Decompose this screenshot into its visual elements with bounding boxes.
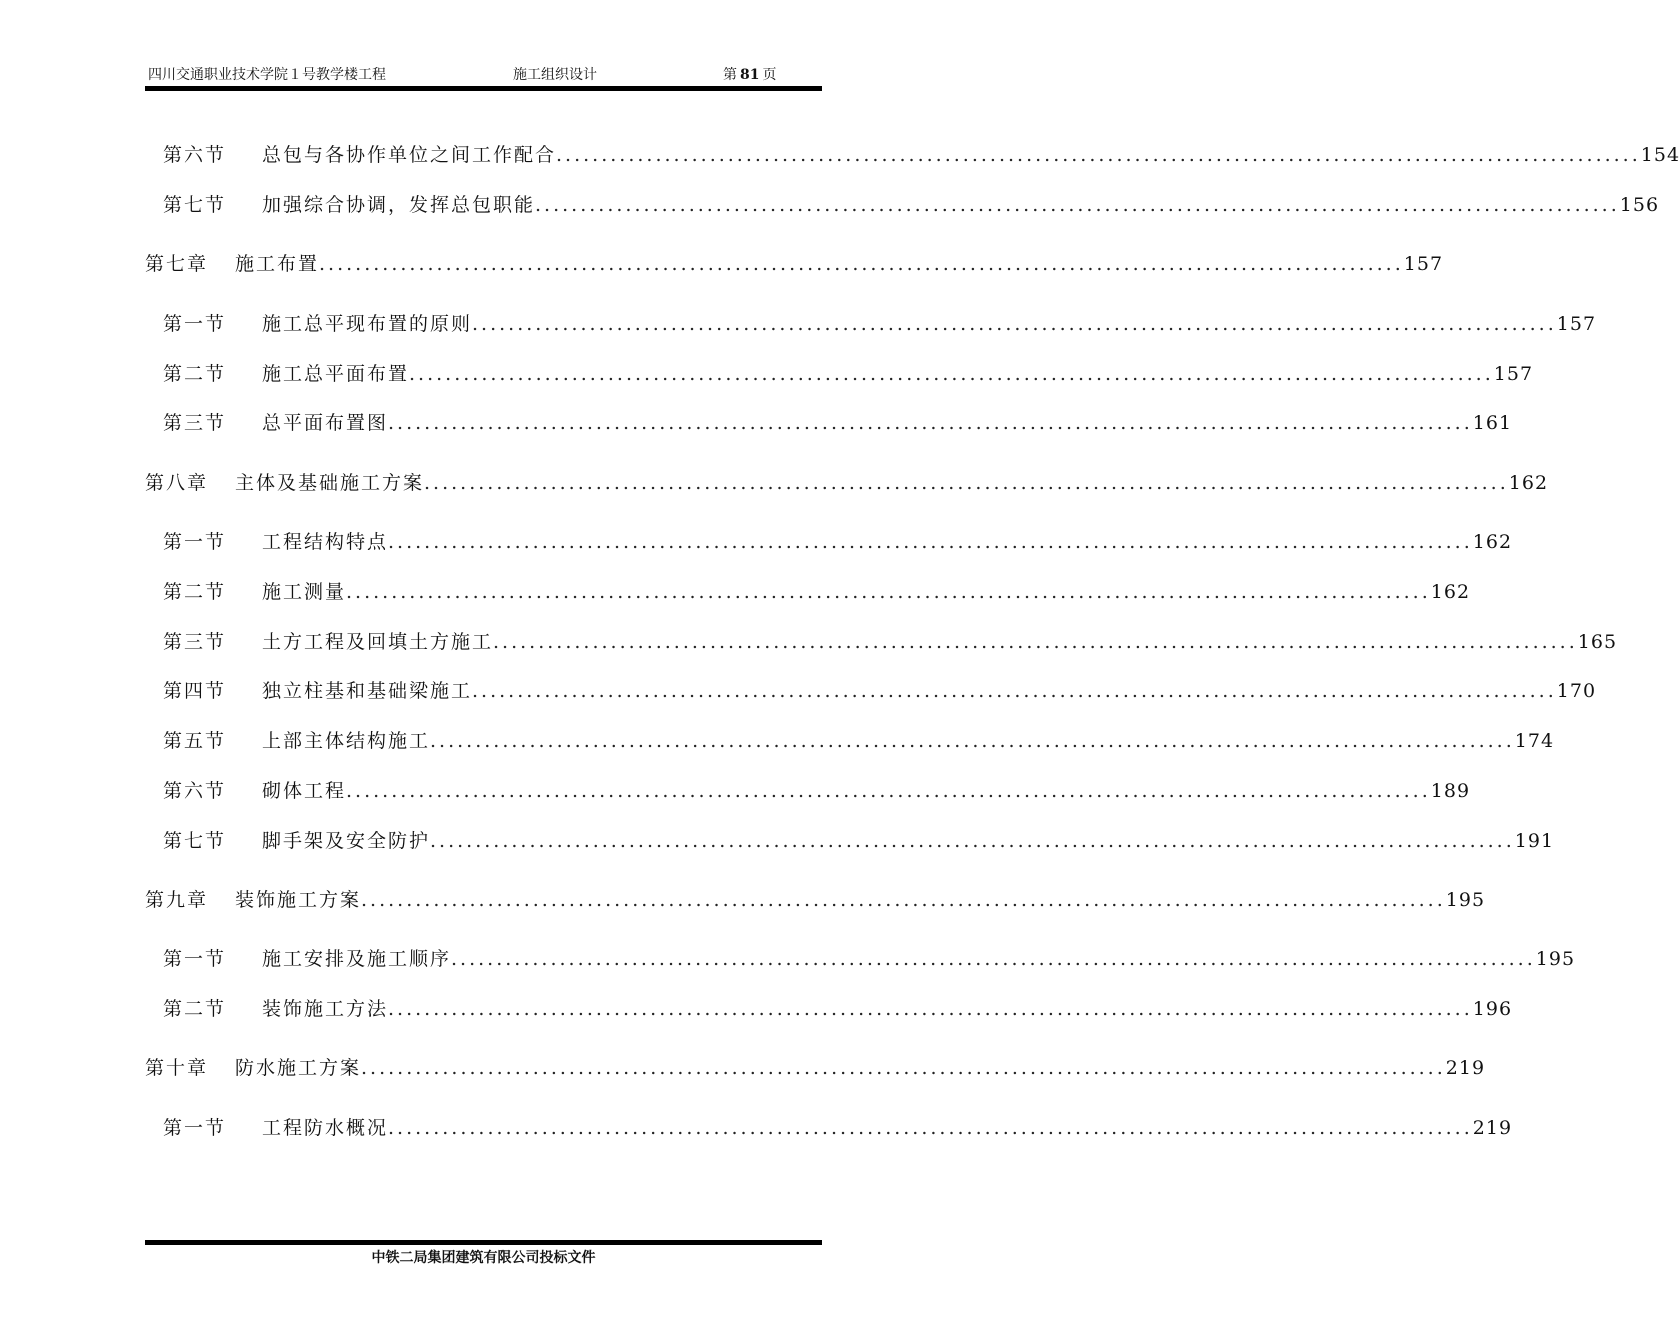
toc-dot-leader: ........................................................................................................................ <box>556 144 1641 166</box>
toc-entry[interactable] <box>163 944 1576 971</box>
toc-entry[interactable] <box>163 826 1555 853</box>
footer-rule <box>145 1240 822 1245</box>
toc-dot-leader: ........................................................................................................................ <box>409 363 1494 385</box>
toc-entry-label: 第一节 <box>163 313 227 335</box>
toc-entry-page-number: 219 <box>1445 1057 1486 1079</box>
toc-entry-page-number: 196 <box>1472 998 1513 1020</box>
toc-dot-leader: ........................................................................................................................ <box>388 531 1473 553</box>
toc-entry-title: 总包与各协作单位之间工作配合 <box>262 144 557 166</box>
toc-entry-title: 工程结构特点 <box>262 531 389 553</box>
toc-entry-label: 第三节 <box>163 631 227 653</box>
toc-dot-leader: ........................................................................................................................ <box>346 780 1431 802</box>
toc-entry-label: 第一节 <box>163 1117 227 1139</box>
toc-entry-page-number: 162 <box>1472 531 1513 553</box>
toc-entry-title: 工程防水概况 <box>262 1117 389 1139</box>
toc-entry[interactable] <box>163 726 1555 753</box>
toc-entry-page-number: 191 <box>1514 830 1555 852</box>
toc-dot-leader: ........................................................................................................................ <box>535 194 1620 216</box>
toc-dot-leader: ........................................................................................................................ <box>472 680 1557 702</box>
toc-entry-title: 装饰施工方案 <box>235 889 362 911</box>
toc-entry-label: 第七章 <box>145 253 209 275</box>
toc-entry[interactable] <box>145 1053 1486 1080</box>
toc-entry-page-number: 189 <box>1430 780 1471 802</box>
header-page-prefix: 第 <box>723 67 737 83</box>
toc-dot-leader: ........................................................................................................................ <box>319 253 1404 275</box>
toc-entry-label: 第六节 <box>163 144 227 166</box>
toc-dot-leader: ........................................................................................................................ <box>493 631 1578 653</box>
toc-entry[interactable] <box>145 468 1549 495</box>
toc-entry-label: 第二节 <box>163 581 227 603</box>
toc-entry-page-number: 170 <box>1556 680 1597 702</box>
toc-entry-page-number: 161 <box>1472 412 1513 434</box>
toc-entry-page-number: 162 <box>1430 581 1471 603</box>
toc-entry-label: 第七节 <box>163 830 227 852</box>
toc-entry-page-number: 154 <box>1640 144 1680 166</box>
toc-entry[interactable] <box>163 994 1513 1021</box>
toc-entry-page-number: 157 <box>1403 253 1444 275</box>
toc-entry-label: 第一节 <box>163 948 227 970</box>
toc-entry-title: 砌体工程 <box>262 780 347 802</box>
toc-entry-title: 施工总平面布置 <box>262 363 410 385</box>
toc-entry[interactable] <box>145 885 1486 912</box>
toc-dot-leader: ........................................................................................................................ <box>430 730 1515 752</box>
toc-entry-title: 装饰施工方法 <box>262 998 389 1020</box>
toc-entry[interactable] <box>163 190 1660 217</box>
toc-dot-leader: ........................................................................................................................ <box>424 472 1509 494</box>
toc-entry-label: 第一节 <box>163 531 227 553</box>
toc-entry-label: 第八章 <box>145 472 209 494</box>
toc-entry[interactable] <box>163 577 1471 604</box>
toc-entry-title: 独立柱基和基础梁施工 <box>262 680 473 702</box>
toc-entry-title: 施工测量 <box>262 581 347 603</box>
toc-entry-title: 主体及基础施工方案 <box>235 472 425 494</box>
header-page-suffix: 页 <box>762 67 777 83</box>
toc-entry-title: 施工安排及施工顺序 <box>262 948 452 970</box>
page-header <box>145 64 822 86</box>
toc-entry-page-number: 157 <box>1493 363 1534 385</box>
toc-entry-label: 第七节 <box>163 194 227 216</box>
toc-entry-page-number: 165 <box>1577 631 1618 653</box>
toc-entry-title: 土方工程及回填土方施工 <box>262 631 494 653</box>
toc-dot-leader: ........................................................................................................................ <box>388 998 1473 1020</box>
toc-entry-label: 第九章 <box>145 889 209 911</box>
header-page-number: 81 <box>740 67 760 83</box>
toc-dot-leader: ........................................................................................................................ <box>472 313 1557 335</box>
toc-entry-title: 脚手架及安全防护 <box>262 830 431 852</box>
header-rule <box>145 86 822 91</box>
toc-entry-title: 加强综合协调，发挥总包职能 <box>262 194 536 216</box>
toc-entry-page-number: 219 <box>1472 1117 1513 1139</box>
toc-entry-page-number: 195 <box>1445 889 1486 911</box>
toc-dot-leader: ........................................................................................................................ <box>451 948 1536 970</box>
toc-entry-title: 施工总平现布置的原则 <box>262 313 473 335</box>
toc-entry-label: 第二节 <box>163 363 227 385</box>
toc-entry-title: 总平面布置图 <box>262 412 389 434</box>
toc-entry-label: 第五节 <box>163 730 227 752</box>
toc-entry-title: 防水施工方案 <box>235 1057 362 1079</box>
toc-entry-page-number: 162 <box>1508 472 1549 494</box>
toc-dot-leader: ........................................................................................................................ <box>388 412 1473 434</box>
toc-dot-leader: ........................................................................................................................ <box>346 581 1431 603</box>
toc-entry-label: 第十章 <box>145 1057 209 1079</box>
toc-entry-label: 第四节 <box>163 680 227 702</box>
toc-entry[interactable] <box>163 776 1471 803</box>
header-project-title: 四川交通职业技术学院１号教学楼工程 <box>148 67 386 83</box>
toc-entry-label: 第二节 <box>163 998 227 1020</box>
toc-dot-leader: ........................................................................................................................ <box>361 1057 1446 1079</box>
toc-entry-label: 第三节 <box>163 412 227 434</box>
toc-dot-leader: ........................................................................................................................ <box>430 830 1515 852</box>
toc-entry[interactable] <box>163 359 1534 386</box>
toc-entry[interactable] <box>163 676 1597 703</box>
toc-entry-page-number: 174 <box>1514 730 1555 752</box>
toc-dot-leader: ........................................................................................................................ <box>388 1117 1473 1139</box>
header-document-type: 施工组织设计 <box>513 67 597 83</box>
page-footer: 中铁二局集团建筑有限公司投标文件 <box>371 1250 596 1266</box>
toc-entry[interactable] <box>163 627 1618 654</box>
toc-entry-page-number: 156 <box>1619 194 1660 216</box>
toc-entry[interactable] <box>163 1113 1513 1140</box>
header-page-indicator <box>723 64 776 84</box>
toc-entry-title: 上部主体结构施工 <box>262 730 431 752</box>
toc-entry-page-number: 195 <box>1535 948 1576 970</box>
toc-entry[interactable] <box>163 140 1680 167</box>
toc-entry-title: 施工布置 <box>235 253 320 275</box>
toc-entry-label: 第六节 <box>163 780 227 802</box>
toc-dot-leader: ........................................................................................................................ <box>361 889 1446 911</box>
toc-entry[interactable] <box>163 408 1513 435</box>
toc-entry-page-number: 157 <box>1556 313 1597 335</box>
toc-entry[interactable] <box>163 527 1513 554</box>
toc-entry[interactable] <box>145 249 1444 276</box>
toc-entry[interactable] <box>163 309 1597 336</box>
